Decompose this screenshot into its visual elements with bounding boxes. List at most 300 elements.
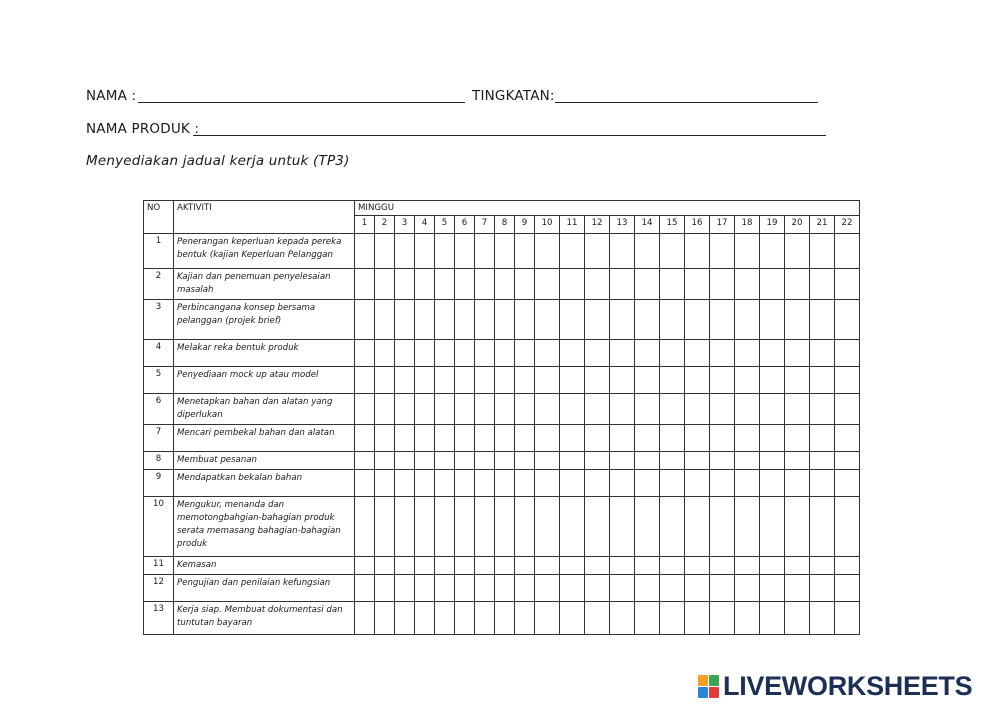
week-input-cell[interactable] [810,425,835,452]
week-input-cell[interactable] [810,269,835,300]
week-input-cell[interactable] [535,269,560,300]
week-input-cell[interactable] [835,497,860,557]
week-input-cell[interactable] [415,557,435,575]
week-input-cell[interactable] [495,367,515,394]
week-input-cell[interactable] [760,300,785,340]
week-input-cell[interactable] [660,234,685,269]
week-input-cell[interactable] [635,340,660,367]
week-input-cell[interactable] [355,497,375,557]
week-input-cell[interactable] [355,602,375,635]
week-input-cell[interactable] [685,340,710,367]
name-field-line[interactable] [138,102,465,103]
week-input-cell[interactable] [760,452,785,470]
week-input-cell[interactable] [710,557,735,575]
week-input-cell[interactable] [375,269,395,300]
week-input-cell[interactable] [560,234,585,269]
week-input-cell[interactable] [735,394,760,425]
week-input-cell[interactable] [585,602,610,635]
week-input-cell[interactable] [415,394,435,425]
week-input-cell[interactable] [435,557,455,575]
week-input-cell[interactable] [375,575,395,602]
week-input-cell[interactable] [515,452,535,470]
week-input-cell[interactable] [785,340,810,367]
week-input-cell[interactable] [455,425,475,452]
week-input-cell[interactable] [515,394,535,425]
week-input-cell[interactable] [375,425,395,452]
week-input-cell[interactable] [760,497,785,557]
week-input-cell[interactable] [660,340,685,367]
week-input-cell[interactable] [785,367,810,394]
week-input-cell[interactable] [635,470,660,497]
week-input-cell[interactable] [635,394,660,425]
week-input-cell[interactable] [395,367,415,394]
week-input-cell[interactable] [785,452,810,470]
week-input-cell[interactable] [515,497,535,557]
week-input-cell[interactable] [760,269,785,300]
week-input-cell[interactable] [455,367,475,394]
week-input-cell[interactable] [455,575,475,602]
week-input-cell[interactable] [415,497,435,557]
week-input-cell[interactable] [760,557,785,575]
week-input-cell[interactable] [735,470,760,497]
week-input-cell[interactable] [435,367,455,394]
week-input-cell[interactable] [515,300,535,340]
week-input-cell[interactable] [735,452,760,470]
week-input-cell[interactable] [810,452,835,470]
week-input-cell[interactable] [660,269,685,300]
week-input-cell[interactable] [835,470,860,497]
week-input-cell[interactable] [710,425,735,452]
week-input-cell[interactable] [435,394,455,425]
week-input-cell[interactable] [610,394,635,425]
week-input-cell[interactable] [355,234,375,269]
week-header-cell: 19 [760,216,785,234]
week-input-cell[interactable] [710,367,735,394]
week-input-cell[interactable] [415,602,435,635]
week-input-cell[interactable] [810,557,835,575]
week-input-cell[interactable] [560,367,585,394]
week-header-cell: 18 [735,216,760,234]
week-input-cell[interactable] [475,497,495,557]
week-input-cell[interactable] [685,300,710,340]
week-input-cell[interactable] [710,300,735,340]
week-input-cell[interactable] [635,497,660,557]
week-input-cell[interactable] [515,602,535,635]
week-input-cell[interactable] [375,470,395,497]
week-input-cell[interactable] [785,602,810,635]
week-input-cell[interactable] [785,470,810,497]
week-input-cell[interactable] [710,269,735,300]
week-input-cell[interactable] [785,234,810,269]
week-input-cell[interactable] [685,394,710,425]
week-input-cell[interactable] [610,234,635,269]
week-input-cell[interactable] [395,575,415,602]
week-input-cell[interactable] [585,300,610,340]
week-input-cell[interactable] [475,452,495,470]
week-input-cell[interactable] [660,367,685,394]
week-input-cell[interactable] [635,452,660,470]
week-input-cell[interactable] [585,452,610,470]
week-input-cell[interactable] [710,470,735,497]
week-input-cell[interactable] [375,557,395,575]
week-input-cell[interactable] [735,269,760,300]
week-input-cell[interactable] [475,367,495,394]
week-input-cell[interactable] [685,452,710,470]
week-input-cell[interactable] [785,300,810,340]
week-input-cell[interactable] [495,497,515,557]
week-input-cell[interactable] [685,234,710,269]
week-input-cell[interactable] [785,425,810,452]
week-input-cell[interactable] [435,234,455,269]
week-input-cell[interactable] [810,234,835,269]
week-input-cell[interactable] [535,575,560,602]
week-header-cell: 21 [810,216,835,234]
week-input-cell[interactable] [585,425,610,452]
week-input-cell[interactable] [395,497,415,557]
week-input-cell[interactable] [395,452,415,470]
week-input-cell[interactable] [415,470,435,497]
week-input-cell[interactable] [585,557,610,575]
week-input-cell[interactable] [535,340,560,367]
week-input-cell[interactable] [810,340,835,367]
week-input-cell[interactable] [585,269,610,300]
week-input-cell[interactable] [585,470,610,497]
week-input-cell[interactable] [835,300,860,340]
week-input-cell[interactable] [810,470,835,497]
week-input-cell[interactable] [515,367,535,394]
row-number: 5 [144,367,174,394]
week-input-cell[interactable] [660,300,685,340]
week-input-cell[interactable] [475,234,495,269]
week-input-cell[interactable] [635,425,660,452]
week-input-cell[interactable] [475,340,495,367]
week-input-cell[interactable] [585,394,610,425]
week-input-cell[interactable] [835,425,860,452]
week-input-cell[interactable] [560,602,585,635]
week-input-cell[interactable] [515,470,535,497]
week-input-cell[interactable] [560,452,585,470]
week-input-cell[interactable] [635,234,660,269]
week-input-cell[interactable] [375,394,395,425]
product-name-field-line[interactable] [193,135,826,136]
week-input-cell[interactable] [455,602,475,635]
table-row [144,602,860,635]
week-input-cell[interactable] [535,602,560,635]
week-input-cell[interactable] [810,394,835,425]
week-input-cell[interactable] [560,557,585,575]
week-input-cell[interactable] [660,394,685,425]
week-input-cell[interactable] [495,452,515,470]
week-input-cell[interactable] [660,497,685,557]
week-input-cell[interactable] [535,234,560,269]
week-input-cell[interactable] [455,269,475,300]
week-input-cell[interactable] [495,234,515,269]
week-input-cell[interactable] [660,602,685,635]
week-input-cell[interactable] [415,425,435,452]
week-input-cell[interactable] [835,394,860,425]
week-input-cell[interactable] [455,340,475,367]
week-input-cell[interactable] [535,470,560,497]
week-input-cell[interactable] [375,497,395,557]
week-input-cell[interactable] [375,340,395,367]
week-header-cell: 10 [535,216,560,234]
week-input-cell[interactable] [610,425,635,452]
week-input-cell[interactable] [495,575,515,602]
week-input-cell[interactable] [660,470,685,497]
week-input-cell[interactable] [785,394,810,425]
week-input-cell[interactable] [610,269,635,300]
week-input-cell[interactable] [535,300,560,340]
week-input-cell[interactable] [735,425,760,452]
week-input-cell[interactable] [475,300,495,340]
week-input-cell[interactable] [415,367,435,394]
week-input-cell[interactable] [355,470,375,497]
week-input-cell[interactable] [395,425,415,452]
week-input-cell[interactable] [375,234,395,269]
week-input-cell[interactable] [610,602,635,635]
week-input-cell[interactable] [475,394,495,425]
week-input-cell[interactable] [710,602,735,635]
week-input-cell[interactable] [495,425,515,452]
week-input-cell[interactable] [735,234,760,269]
week-header-cell: 12 [585,216,610,234]
week-input-cell[interactable] [635,300,660,340]
week-input-cell[interactable] [475,557,495,575]
week-input-cell[interactable] [585,367,610,394]
week-input-cell[interactable] [685,367,710,394]
week-input-cell[interactable] [710,394,735,425]
week-input-cell[interactable] [610,497,635,557]
week-input-cell[interactable] [560,394,585,425]
week-input-cell[interactable] [760,425,785,452]
week-input-cell[interactable] [395,557,415,575]
week-input-cell[interactable] [355,452,375,470]
week-input-cell[interactable] [685,470,710,497]
week-input-cell[interactable] [710,234,735,269]
table-row [144,367,860,394]
week-input-cell[interactable] [835,557,860,575]
week-input-cell[interactable] [735,602,760,635]
week-input-cell[interactable] [435,425,455,452]
week-input-cell[interactable] [475,269,495,300]
week-input-cell[interactable] [785,269,810,300]
week-input-cell[interactable] [535,394,560,425]
week-header-cell: 2 [375,216,395,234]
week-input-cell[interactable] [395,300,415,340]
week-input-cell[interactable] [395,269,415,300]
week-input-cell[interactable] [835,340,860,367]
week-input-cell[interactable] [535,425,560,452]
week-input-cell[interactable] [685,497,710,557]
week-input-cell[interactable] [660,575,685,602]
week-input-cell[interactable] [610,300,635,340]
week-input-cell[interactable] [760,470,785,497]
week-input-cell[interactable] [760,234,785,269]
week-header-cell: 11 [560,216,585,234]
week-input-cell[interactable] [535,367,560,394]
week-input-cell[interactable] [635,367,660,394]
week-input-cell[interactable] [495,470,515,497]
week-input-cell[interactable] [710,497,735,557]
week-input-cell[interactable] [660,557,685,575]
week-input-cell[interactable] [455,300,475,340]
week-input-cell[interactable] [515,234,535,269]
week-input-cell[interactable] [660,452,685,470]
week-input-cell[interactable] [560,425,585,452]
week-input-cell[interactable] [435,300,455,340]
week-input-cell[interactable] [560,575,585,602]
week-input-cell[interactable] [495,340,515,367]
week-input-cell[interactable] [710,452,735,470]
week-input-cell[interactable] [495,602,515,635]
week-input-cell[interactable] [835,234,860,269]
week-input-cell[interactable] [415,340,435,367]
week-input-cell[interactable] [585,340,610,367]
week-input-cell[interactable] [760,340,785,367]
week-input-cell[interactable] [535,557,560,575]
week-input-cell[interactable] [760,367,785,394]
week-input-cell[interactable] [735,300,760,340]
week-input-cell[interactable] [435,575,455,602]
week-input-cell[interactable] [495,300,515,340]
week-input-cell[interactable] [635,557,660,575]
week-input-cell[interactable] [560,340,585,367]
week-input-cell[interactable] [515,425,535,452]
week-input-cell[interactable] [495,269,515,300]
week-input-cell[interactable] [355,394,375,425]
week-input-cell[interactable] [585,234,610,269]
week-input-cell[interactable] [355,425,375,452]
week-input-cell[interactable] [355,340,375,367]
week-input-cell[interactable] [355,575,375,602]
row-number: 7 [144,425,174,452]
week-input-cell[interactable] [535,452,560,470]
week-input-cell[interactable] [355,269,375,300]
week-input-cell[interactable] [785,557,810,575]
week-input-cell[interactable] [635,575,660,602]
week-input-cell[interactable] [810,602,835,635]
week-input-cell[interactable] [395,340,415,367]
week-input-cell[interactable] [355,367,375,394]
week-input-cell[interactable] [455,470,475,497]
week-input-cell[interactable] [415,234,435,269]
week-input-cell[interactable] [785,575,810,602]
week-input-cell[interactable] [835,269,860,300]
week-input-cell[interactable] [475,602,495,635]
week-input-cell[interactable] [710,340,735,367]
week-input-cell[interactable] [585,497,610,557]
week-input-cell[interactable] [560,497,585,557]
grade-field-line[interactable] [555,102,818,103]
week-input-cell[interactable] [395,470,415,497]
week-input-cell[interactable] [375,452,395,470]
week-input-cell[interactable] [585,575,610,602]
week-input-cell[interactable] [435,269,455,300]
week-input-cell[interactable] [495,394,515,425]
week-input-cell[interactable] [610,470,635,497]
week-input-cell[interactable] [455,452,475,470]
week-input-cell[interactable] [785,497,810,557]
week-input-cell[interactable] [455,557,475,575]
week-input-cell[interactable] [685,575,710,602]
week-input-cell[interactable] [560,269,585,300]
week-input-cell[interactable] [355,300,375,340]
week-input-cell[interactable] [760,602,785,635]
week-input-cell[interactable] [635,269,660,300]
week-input-cell[interactable] [735,497,760,557]
week-input-cell[interactable] [415,300,435,340]
week-input-cell[interactable] [515,575,535,602]
week-input-cell[interactable] [835,367,860,394]
week-input-cell[interactable] [735,340,760,367]
week-input-cell[interactable] [375,300,395,340]
week-input-cell[interactable] [395,234,415,269]
week-input-cell[interactable] [610,452,635,470]
week-input-cell[interactable] [455,234,475,269]
week-input-cell[interactable] [375,602,395,635]
week-input-cell[interactable] [495,557,515,575]
week-input-cell[interactable] [835,575,860,602]
week-input-cell[interactable] [415,575,435,602]
week-input-cell[interactable] [455,497,475,557]
week-input-cell[interactable] [515,557,535,575]
week-input-cell[interactable] [535,497,560,557]
week-input-cell[interactable] [415,269,435,300]
week-input-cell[interactable] [560,470,585,497]
week-input-cell[interactable] [685,602,710,635]
week-input-cell[interactable] [375,367,395,394]
week-input-cell[interactable] [435,452,455,470]
week-input-cell[interactable] [810,575,835,602]
week-input-cell[interactable] [610,340,635,367]
week-input-cell[interactable] [475,575,495,602]
week-input-cell[interactable] [685,425,710,452]
week-input-cell[interactable] [455,394,475,425]
week-input-cell[interactable] [435,497,455,557]
week-input-cell[interactable] [760,394,785,425]
week-input-cell[interactable] [635,602,660,635]
week-input-cell[interactable] [515,340,535,367]
week-input-cell[interactable] [660,425,685,452]
week-input-cell[interactable] [435,470,455,497]
week-input-cell[interactable] [395,394,415,425]
week-input-cell[interactable] [435,340,455,367]
week-input-cell[interactable] [810,367,835,394]
week-input-cell[interactable] [735,557,760,575]
week-input-cell[interactable] [475,425,495,452]
week-input-cell[interactable] [810,497,835,557]
week-input-cell[interactable] [355,557,375,575]
week-input-cell[interactable] [810,300,835,340]
week-input-cell[interactable] [395,602,415,635]
week-input-cell[interactable] [475,470,495,497]
week-input-cell[interactable] [610,575,635,602]
week-input-cell[interactable] [835,602,860,635]
week-input-cell[interactable] [710,575,735,602]
week-input-cell[interactable] [735,575,760,602]
week-input-cell[interactable] [760,575,785,602]
week-input-cell[interactable] [685,557,710,575]
week-input-cell[interactable] [415,452,435,470]
week-input-cell[interactable] [685,269,710,300]
week-input-cell[interactable] [835,452,860,470]
week-input-cell[interactable] [435,602,455,635]
week-input-cell[interactable] [560,300,585,340]
week-input-cell[interactable] [515,269,535,300]
week-input-cell[interactable] [735,367,760,394]
week-input-cell[interactable] [610,557,635,575]
week-input-cell[interactable] [610,367,635,394]
